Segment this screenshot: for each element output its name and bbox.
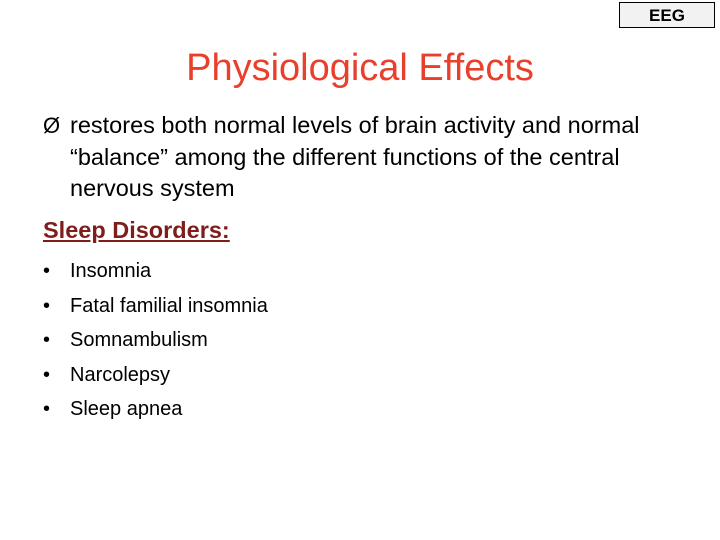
arrow-bullet-icon: Ø	[43, 113, 61, 138]
bullet-dot-icon: •	[43, 398, 51, 420]
list-item-text: Sleep apnea	[70, 398, 183, 420]
list-item-text: Insomnia	[70, 260, 152, 282]
sleep-disorders-heading: Sleep Disorders:	[43, 217, 230, 243]
bullet-dot-icon: •	[43, 329, 51, 351]
list-item-text: Fatal familial insomnia	[70, 294, 268, 317]
list-item-text: Narcolepsy	[70, 363, 171, 386]
lead-bullet-block	[43, 110, 693, 205]
slide-title: Physiological Effects	[186, 47, 534, 89]
bullet-dot-icon: •	[43, 363, 51, 386]
list-item-text: Somnambulism	[70, 329, 208, 351]
bullet-dot-icon: •	[43, 260, 51, 282]
eeg-tag-box: EEG	[619, 2, 715, 28]
lead-text: restores both normal levels of brain activity and normal “balance” among the different functions of the central nervous system	[70, 112, 640, 201]
bullet-dot-icon: •	[43, 294, 51, 317]
